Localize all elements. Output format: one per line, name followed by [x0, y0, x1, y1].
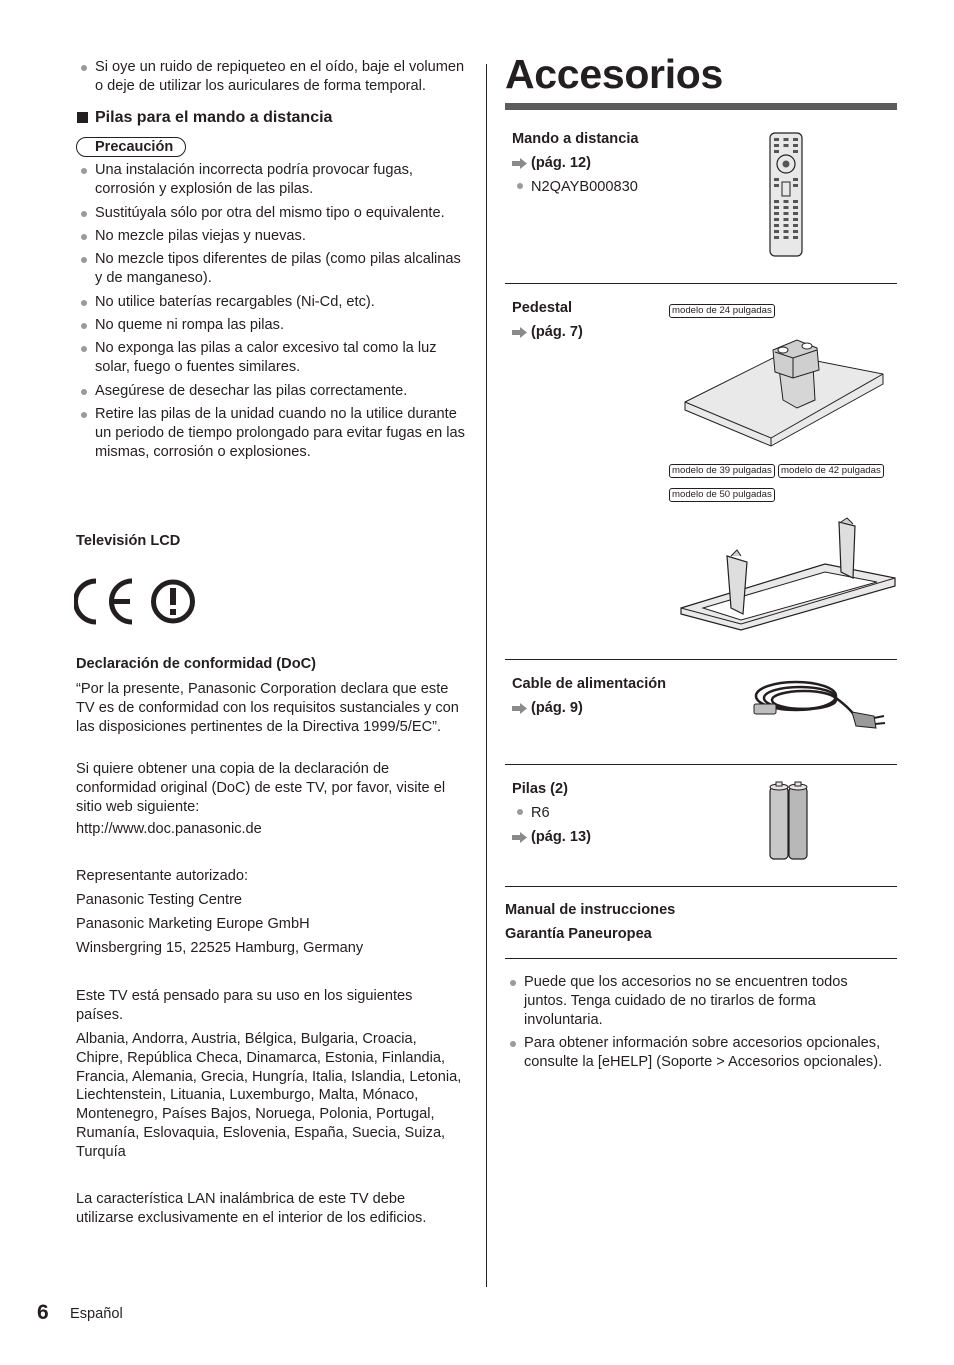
bullet-dot-icon [517, 809, 523, 815]
remote-label: Mando a distancia [512, 131, 639, 147]
bullet-dot-icon [81, 389, 87, 395]
bullet-dot-icon [510, 1041, 516, 1047]
model-badge: modelo de 42 pulgadas [778, 464, 884, 478]
cable-page-ref: (pág. 9) [512, 699, 583, 718]
doc-url: http://www.doc.panasonic.de [76, 821, 262, 837]
page-number: 6 [37, 1301, 49, 1324]
list-item: Sustitúyala sólo por otra del mismo tipo o equivalente. [76, 204, 466, 223]
list-item: Puede que los accesorios no se encuentren todos juntos. Tenga cuidado de no tirarlos de forma involuntaria. [505, 973, 885, 1029]
caution-list [76, 161, 466, 461]
bullet-dot-icon [517, 183, 523, 189]
notes-list [505, 973, 885, 1072]
rep-line: Representante autorizado: [76, 868, 248, 884]
lan-note: La característica LAN inalámbrica de este TV debe utilizarse exclusivamente en el interior de los edificios. [76, 1191, 427, 1226]
rep-line: Panasonic Marketing Europe GmbH [76, 916, 310, 932]
list-item: Asegúrese de desechar las pilas correctamente. [76, 382, 466, 401]
rep-line: Panasonic Testing Centre [76, 892, 243, 908]
rep-line: Winsbergring 15, 22525 Hamburg, Germany [76, 940, 364, 956]
stand-24-icon [683, 330, 885, 448]
power-cable-icon [752, 676, 886, 738]
section-divider [505, 283, 897, 284]
list-item: No utilice baterías recargables (Ni-Cd, etc). [76, 293, 466, 312]
bullet-dot-icon [81, 234, 87, 240]
batteries-heading: Pilas para el mando a distancia [76, 109, 466, 128]
batteries-page-ref: (pág. 13) [512, 828, 591, 847]
stand-page-ref: (pág. 7) [512, 323, 583, 342]
batteries-label: Pilas (2) [512, 781, 568, 797]
arrow-right-icon [512, 703, 527, 714]
section-divider [505, 764, 897, 765]
bullet-dot-icon [81, 300, 87, 306]
batteries-icon [768, 781, 810, 861]
list-item: No exponga las pilas a calor excesivo tal como la luz solar, fuego o fuentes similares. [76, 339, 466, 377]
column-divider [486, 64, 487, 1287]
cable-label: Cable de alimentación [512, 676, 667, 692]
list-item: No queme ni rompa las pilas. [76, 316, 466, 335]
arrow-right-icon [512, 158, 527, 169]
bullet-dot-icon [510, 980, 516, 986]
title-underline [505, 103, 897, 110]
model-badge: modelo de 24 pulgadas [669, 304, 775, 318]
list-item: No mezcle pilas viejas y nuevas. [76, 227, 466, 246]
bullet-dot-icon [81, 257, 87, 263]
list-item: Una instalación incorrecta podría provocar fugas, corrosión y explosión de las pilas. [76, 161, 466, 199]
list-item: Para obtener información sobre accesorios opcionales, consulte la [eHELP] (Soporte > Accesorios opcionales). [505, 1034, 885, 1072]
remote-control-icon [769, 132, 803, 257]
ce-mark-icon [74, 578, 198, 626]
doc-paragraph: “Por la presente, Panasonic Corporation declara que este TV es de conformidad con los requisitos sustanciales y con las disposiciones pertinentes de la Directiva 1999/5/EC”. [76, 681, 459, 735]
countries-list: Albania, Andorra, Austria, Bélgica, Bulgaria, Croacia, Chipre, República Checa, Dinamarca, Estonia, Finlandia, Francia, Alemania, Grecia, Hungría, Italia, Islandia, Letonia, Liechtenstein, Lituania, Luxemburgo, Malta, Mónaco, Montenegro, Países Bajos, Noruega, Polonia, Portugal, Rumanía, Eslovaquia, Eslovenia, España, Suecia, Suiza, Turquía [76, 1031, 462, 1160]
page-title: Accesorios [505, 51, 724, 97]
tv-heading: Televisión LCD [76, 533, 181, 549]
arrow-right-icon [512, 327, 527, 338]
bullet-dot-icon [81, 211, 87, 217]
bullet-dot-icon [81, 412, 87, 418]
bullet-dot-icon [81, 323, 87, 329]
section-divider [505, 659, 897, 660]
warranty-label: Garantía Paneuropea [505, 926, 652, 942]
bullet-dot-icon [81, 65, 87, 71]
list-item: Retire las pilas de la unidad cuando no la utilice durante un periodo de tiempo prolongado para evitar fugas en las mismas, corrosión o explosiones. [76, 405, 466, 461]
arrow-right-icon [512, 832, 527, 843]
section-divider [505, 886, 897, 887]
remote-model: N2QAYB000830 [512, 178, 638, 197]
stand-large-icon [677, 516, 897, 636]
doc-paragraph: Si quiere obtener una copia de la declaración de conformidad original (DoC) de este TV, por favor, visite el sitio web siguiente: [76, 761, 446, 815]
language-label: Español [70, 1306, 123, 1322]
stand-label: Pedestal [512, 300, 573, 316]
list-item: Si oye un ruido de repiqueteo en el oído, baje el volumen o deje de utilizar los auriculares de forma temporal. [76, 58, 466, 96]
model-badge: modelo de 50 pulgadas [669, 488, 775, 502]
square-bullet-icon [77, 112, 88, 123]
left-column [76, 58, 466, 461]
bullet-dot-icon [81, 168, 87, 174]
list-item: No mezcle tipos diferentes de pilas (como pilas alcalinas y de manganeso). [76, 250, 466, 288]
caution-label: Precaución [76, 137, 186, 157]
section-divider [505, 958, 897, 959]
batteries-type: R6 [512, 804, 550, 823]
manual-label: Manual de instrucciones [505, 902, 676, 918]
model-badge: modelo de 39 pulgadas [669, 464, 775, 478]
countries-intro: Este TV está pensado para su uso en los siguientes países. [76, 988, 413, 1023]
doc-heading: Declaración de conformidad (DoC) [76, 656, 317, 672]
remote-page-ref: (pág. 12) [512, 154, 591, 173]
bullet-dot-icon [81, 346, 87, 352]
